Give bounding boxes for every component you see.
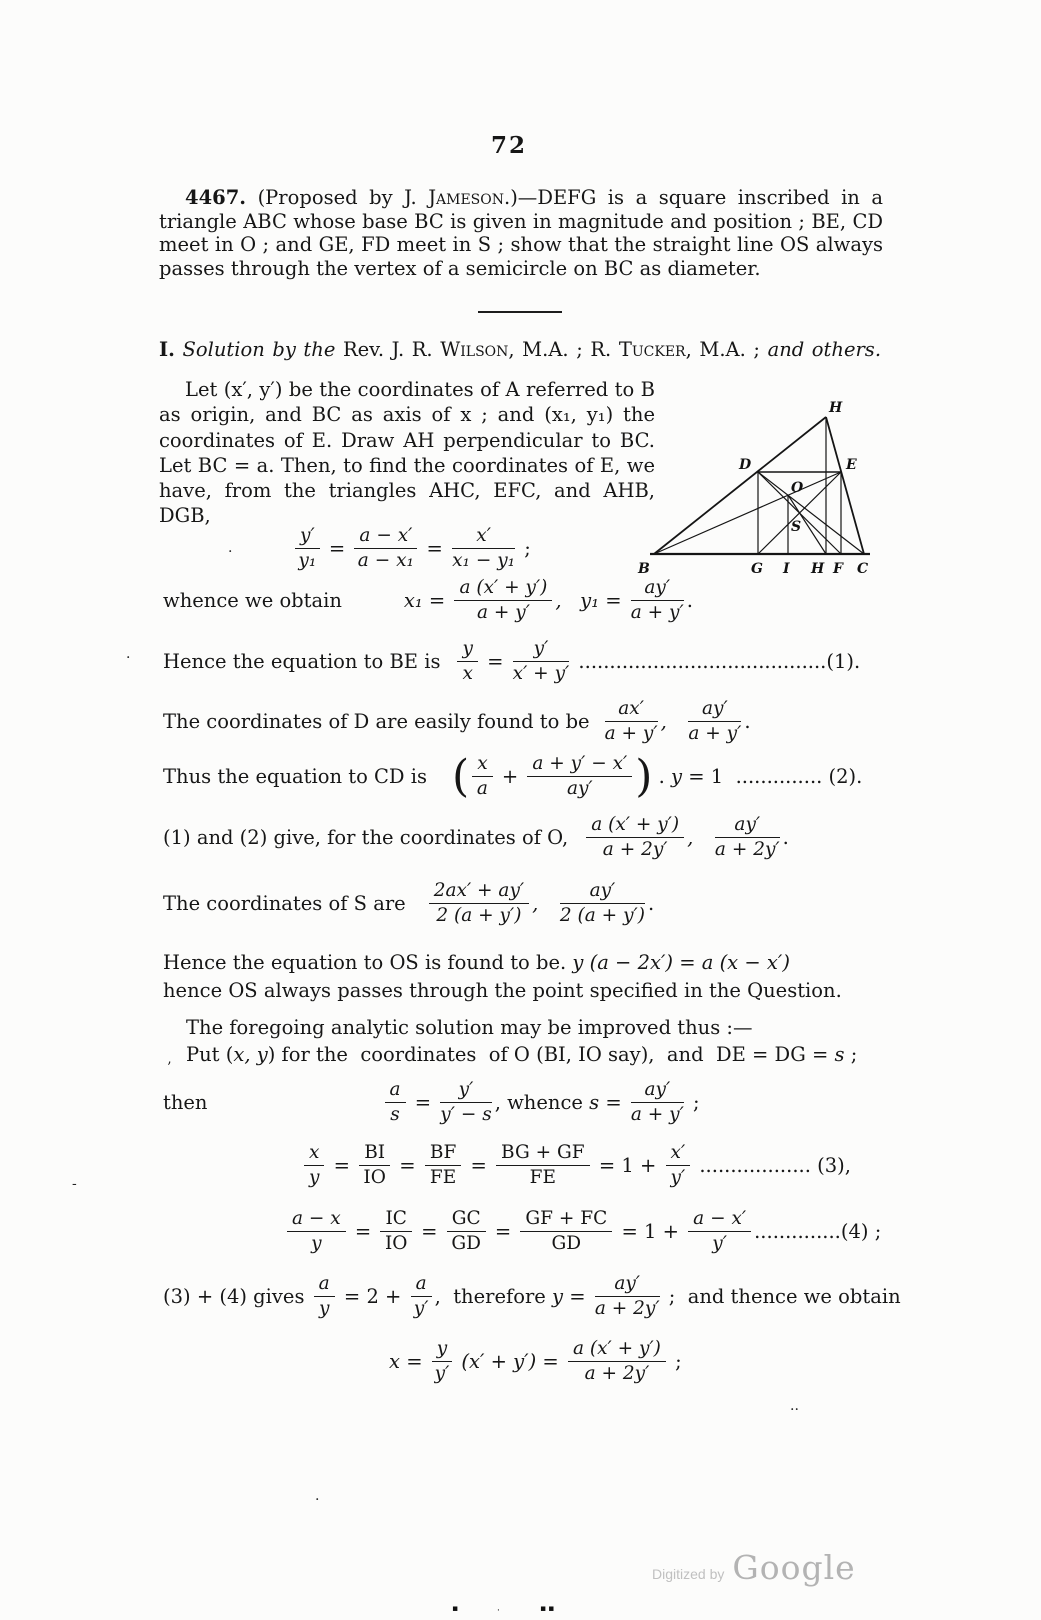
solution-byline bbox=[159, 338, 881, 361]
equation-d-row bbox=[163, 698, 751, 745]
equation-whence: x₁ = $\frac{a (x' + y')}{a + y'}$ , y₁ = $\frac{ay'}{a + y'}$ . bbox=[403, 577, 693, 623]
os-conclusion-line: hence OS always passes through the point specified in the Question. bbox=[163, 979, 842, 1002]
equation-be-row bbox=[163, 638, 860, 685]
solver-degree-2: , M.A. ; bbox=[685, 338, 768, 361]
scan-artifact-dot: . bbox=[228, 540, 233, 556]
triangle-figure bbox=[612, 372, 912, 582]
figure-label-B: B bbox=[638, 561, 650, 577]
solver-prefix-1: Rev. J. R. bbox=[342, 338, 441, 361]
proposer-name: Jameson bbox=[428, 186, 504, 209]
figure-label-S: S bbox=[791, 519, 802, 535]
then-label: then bbox=[163, 1090, 208, 1114]
be-label: Hence the equation to BE is bbox=[163, 649, 441, 673]
figure-label-C: C bbox=[857, 561, 869, 577]
equation-cd: ( $\frac{x}{a}$ + $\frac{a + y' - x'}{ay'}$ ) . y = 1 .............. (2). bbox=[452, 750, 863, 802]
figure-label-F: F bbox=[833, 561, 843, 577]
solution-numeral: I. bbox=[159, 338, 175, 361]
equation-4: $\frac{a - x}{y}$ = $\frac{IC}{IO}$ = $\frac{GC}{GD}$ = $\frac{GF + FC}{GD}$ = 1 + $\frac{a - x'}{y'}$ ..............(4) ; bbox=[284, 1208, 881, 1255]
page-number: 72 bbox=[491, 132, 528, 159]
scan-artifact-dot: . bbox=[315, 1488, 320, 1504]
section-divider bbox=[478, 311, 562, 313]
solver-name-1: Wilson bbox=[440, 338, 509, 361]
byline-italic: Solution by the bbox=[174, 338, 343, 361]
digitized-watermark bbox=[652, 1548, 856, 1587]
whence-label: whence we obtain bbox=[163, 588, 342, 612]
solver-degree-1: , M.A. ; bbox=[508, 338, 591, 361]
equation-cd-row bbox=[163, 750, 863, 802]
page-edge-cut-text: · bbox=[497, 1606, 502, 1616]
side-apex-C bbox=[826, 417, 864, 554]
equation-then-row bbox=[163, 1079, 700, 1126]
problem-text: DEFG is a square inscribed in a triangle ABC whose base BC is given in magnitude and position ; BE, CD meet in O ; and GE, FD meet in S ; show that the straight line OS always passes through the vertex of a semicircle on BC as diameter. bbox=[159, 186, 884, 280]
equation-s: $\frac{2ax' + ay'}{2 (a + y')}$ , $\frac{ay'}{2 (a + y')}$ . bbox=[426, 880, 654, 927]
proposed-by-suffix: .)— bbox=[504, 186, 538, 209]
scan-artifact-dash: - bbox=[72, 1176, 77, 1192]
digitized-by-text: Digitized by bbox=[652, 1566, 725, 1582]
problem-statement bbox=[159, 186, 883, 280]
d-label: The coordinates of D are easily found to be bbox=[163, 709, 590, 733]
equation-whence-row bbox=[163, 577, 693, 624]
equation-be: $\frac{y}{x}$ = $\frac{y'}{x' + y'}$ ........................................(1). bbox=[454, 638, 860, 685]
equation-final: x = $\frac{y}{y'}$ (x′ + y′) = $\frac{a (x' + y')}{a + 2y'}$ ; bbox=[389, 1338, 682, 1384]
figure-label-I: I bbox=[783, 561, 790, 577]
equation-ratios: $\frac{y'}{\text{y₁}}$ = $\frac{a - x'}{\text{a − x₁}}$ = $\frac{x'}{\text{x₁ − y₁}}$ ; bbox=[292, 525, 531, 572]
figure-label-apex: H bbox=[829, 400, 843, 416]
proposed-by-prefix: (Proposed by J. bbox=[246, 186, 429, 209]
equation-o-row bbox=[163, 814, 789, 861]
scan-artifact-apostrophe: ’ bbox=[167, 1060, 172, 1076]
solver-name-2: Tucker bbox=[618, 338, 686, 361]
figure-label-G: G bbox=[751, 561, 763, 577]
and-others: and others. bbox=[767, 338, 882, 361]
solution-intro-paragraph: Let (x′, y′) be the coordinates of A referred to B as origin, and BC as axis of x ; and (x₁, y₁) the coordinates of E. Draw AH perpendicular to BC. Let BC = a. Then, to find the coordinates of E, we have, from the triangles AHC, EFC, and AHB, DGB, bbox=[159, 378, 655, 528]
line-DC bbox=[758, 472, 864, 554]
page-edge-cut-text: ▪ bbox=[452, 1604, 461, 1614]
scan-artifact-dot: · bbox=[126, 650, 131, 666]
o-label: (1) and (2) give, for the coordinates of O, bbox=[163, 825, 569, 849]
solver-prefix-2: R. bbox=[590, 338, 619, 361]
improved-solution-line: The foregoing analytic solution may be improved thus :— bbox=[186, 1016, 753, 1039]
equation-d: $\frac{ax'}{a + y'}$ , $\frac{ay'}{a + y'}$ . bbox=[604, 698, 751, 744]
google-logo: Google bbox=[732, 1548, 856, 1587]
cd-label: Thus the equation to CD is bbox=[163, 764, 428, 788]
figure-label-H: H bbox=[811, 561, 825, 577]
s-label: The coordinates of S are bbox=[163, 891, 406, 915]
equation-3-plus-4: (3) + (4) gives $\frac{a}{y}$ = 2 + $\frac{a}{y'}$ , therefore y = $\frac{ay'}{a + 2y'}$ ; and thence we obtain bbox=[163, 1273, 901, 1319]
equation-then: $\frac{a}{s}$ = $\frac{y'}{y' - s}$ , whence s = $\frac{ay'}{a + y'}$ ; bbox=[382, 1079, 700, 1126]
scan-artifact-dots: .. bbox=[790, 1398, 799, 1414]
problem-number: 4467. bbox=[185, 186, 247, 209]
put-coordinates-line: Put (x, y) for the coordinates of O (BI, IO say), and DE = DG = s ; bbox=[186, 1043, 858, 1066]
equation-3: $\frac{x}{y}$ = $\frac{BI}{IO}$ = $\frac{BF}{FE}$ = $\frac{BG + GF}{FE}$ = 1 + $\frac{x'}{y'}$ .................. (3), bbox=[301, 1142, 851, 1189]
equation-s-row bbox=[163, 880, 654, 927]
page-edge-cut-text: ▪▪ bbox=[540, 1604, 557, 1614]
figure-label-O: O bbox=[791, 480, 804, 496]
equation-o: $\frac{a (x' + y')}{a + 2y'}$ , $\frac{ay'}{a + 2y'}$ . bbox=[583, 814, 789, 861]
equation-os-line: Hence the equation to OS is found to be. y (a − 2x′) = a (x − x′) bbox=[163, 951, 790, 974]
figure-label-E: E bbox=[846, 457, 857, 473]
line-BE bbox=[654, 472, 841, 554]
figure-label-D: D bbox=[739, 457, 752, 473]
